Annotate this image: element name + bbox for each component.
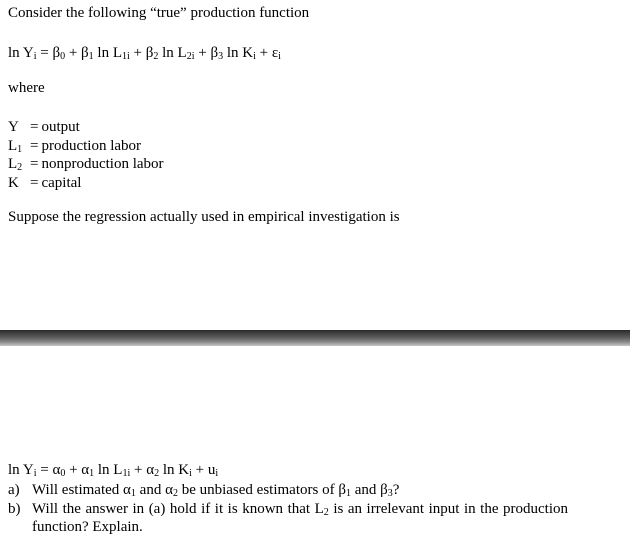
text-run: Will estimated α (32, 482, 131, 498)
definition-description: capital (41, 174, 82, 191)
question-letter: b) (8, 500, 21, 517)
est-model-lead-sub: i (33, 468, 37, 479)
subscript: 2 (323, 506, 329, 518)
question-text (32, 500, 568, 537)
definition-row (8, 174, 164, 193)
definition-description: nonproduction labor (41, 156, 164, 172)
definition-row (8, 137, 164, 156)
true-model-lead: ln Y (8, 45, 34, 61)
definition-equals: = (30, 174, 39, 191)
subscript: i (278, 51, 281, 62)
variable-definitions (8, 118, 164, 192)
text-run: + α (130, 462, 155, 478)
subscript: 1 (89, 468, 95, 479)
text-run: + ε (255, 45, 279, 61)
text-run: be unbiased estimators of β (177, 482, 346, 498)
subscript: 1 (130, 488, 136, 499)
text-run: ? (392, 482, 400, 498)
text-run: = α (36, 462, 61, 478)
definition-equals: = (30, 137, 39, 154)
text-run: = β (36, 45, 61, 61)
subscript: 1i (122, 51, 130, 62)
definition-symbol: K (8, 174, 19, 191)
definition-symbol: Y (8, 119, 19, 135)
subscript: i (253, 51, 256, 62)
subscript: 2 (154, 468, 160, 479)
suppose-text: Suppose the regression actually used in empirical investigation is (8, 209, 400, 225)
text-run: ln L (158, 45, 187, 61)
text-run: is an irrelevant input in the production function? Explain. (32, 500, 568, 535)
definition-equals: = (30, 119, 39, 135)
definition-row (8, 118, 164, 137)
definition-symbol: L (8, 156, 18, 172)
subscript: 0 (60, 51, 66, 62)
definition-symbol-sub: 1 (17, 143, 23, 155)
est-model-rest (33, 462, 219, 479)
text-run: ln K (223, 45, 254, 61)
definition-equals: = (30, 156, 39, 172)
subscript: 3 (387, 488, 393, 499)
text-run: + β (194, 45, 219, 61)
question-letter: a) (8, 482, 20, 498)
true-model-rest (33, 45, 281, 62)
subscript: 1 (88, 51, 94, 62)
question-text (32, 481, 568, 500)
estimated-regression (8, 462, 218, 479)
text-run: ln L (93, 45, 123, 61)
question-item (8, 481, 568, 500)
question-list (8, 481, 568, 537)
text-run: + α (65, 462, 90, 478)
subscript: 2 (172, 488, 178, 499)
subscript: i (215, 468, 219, 479)
definition-description: production labor (41, 137, 142, 154)
page-separator-band (0, 330, 630, 346)
subscript: 1 (345, 488, 351, 499)
question-item (8, 500, 568, 537)
definition-description: output (41, 119, 80, 135)
text-run: Will the answer in (a) hold if it is known that L (32, 500, 324, 517)
subscript: 2i (186, 51, 195, 62)
text-run: and α (135, 482, 173, 498)
subscript: 2 (153, 51, 159, 62)
subscript: 3 (218, 51, 224, 62)
subscript: 1i (122, 468, 131, 479)
where-label: where (8, 80, 45, 96)
subscript: i (189, 468, 192, 479)
text-run: ln K (159, 462, 190, 478)
intro-text: Consider the following “true” production function (8, 5, 310, 21)
true-production-function (8, 45, 281, 62)
definition-symbol: L (8, 137, 18, 154)
text-run: ln L (94, 462, 123, 478)
text-run: + u (191, 462, 216, 478)
definition-symbol-sub: 2 (17, 162, 23, 173)
subscript: 0 (60, 468, 66, 479)
text-run: + β (129, 45, 154, 61)
text-run: and β (350, 482, 388, 498)
text-run: + β (65, 45, 89, 61)
true-model-lead-sub: i (33, 51, 37, 62)
est-model-lead: ln Y (8, 462, 34, 478)
definition-row (8, 155, 164, 174)
